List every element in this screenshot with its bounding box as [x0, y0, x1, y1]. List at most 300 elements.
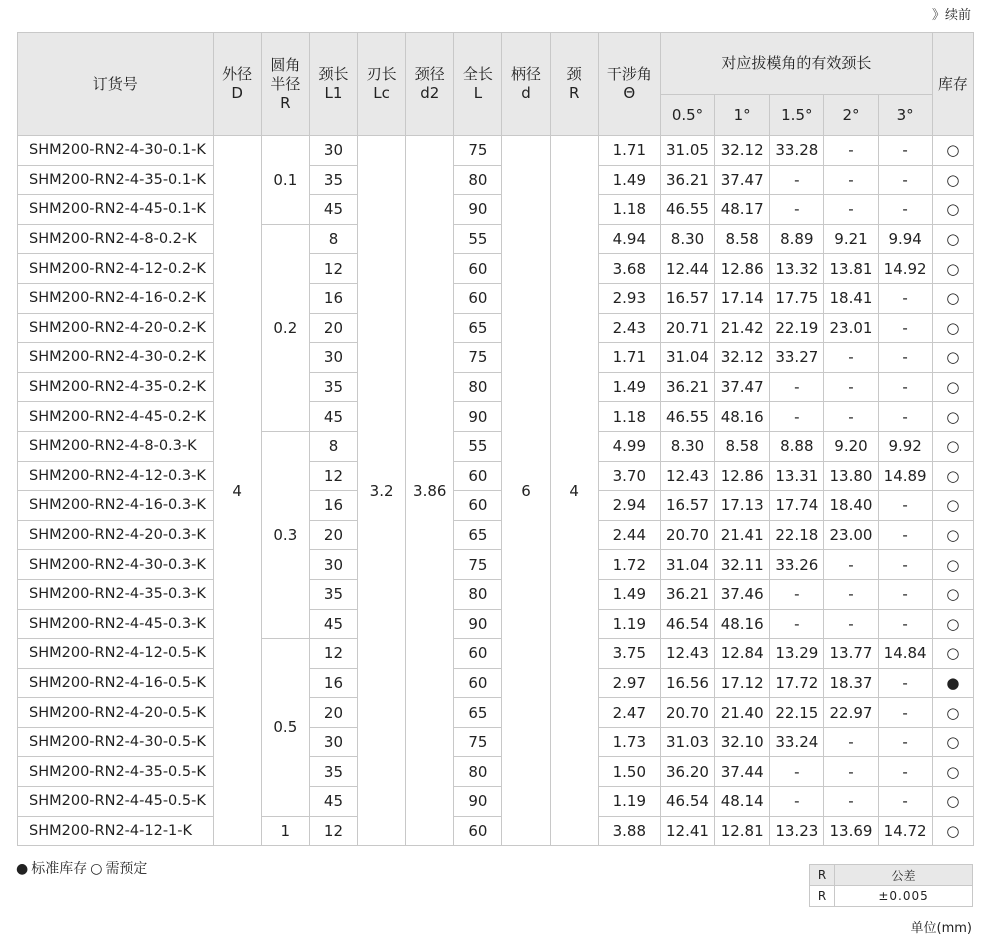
- overall-length-cell: 75: [454, 343, 502, 373]
- effective-length-cell: 17.12: [715, 668, 770, 698]
- effective-length-cell: 8.30: [660, 224, 714, 254]
- effective-length-cell: -: [878, 313, 932, 343]
- overall-length-cell: 80: [454, 165, 502, 195]
- neck-length-cell: 20: [309, 698, 357, 728]
- effective-length-cell: 46.55: [660, 402, 714, 432]
- stock-status-cell: ○: [932, 224, 973, 254]
- stock-status-cell: ○: [932, 757, 973, 787]
- effective-length-cell: 13.32: [770, 254, 824, 284]
- effective-length-cell: 17.13: [715, 491, 770, 521]
- header-neck-r: 颈 R: [550, 33, 598, 136]
- effective-length-cell: 12.44: [660, 254, 714, 284]
- overall-length-cell: 60: [454, 254, 502, 284]
- overall-length-cell: 60: [454, 491, 502, 521]
- effective-length-cell: -: [878, 165, 932, 195]
- order-code-cell: SHM200-RN2-4-12-0.2-K: [18, 254, 214, 284]
- neck-length-cell: 35: [309, 165, 357, 195]
- effective-length-cell: -: [824, 550, 878, 580]
- effective-length-cell: 17.14: [715, 283, 770, 313]
- overall-length-cell: 90: [454, 195, 502, 225]
- effective-length-cell: 22.18: [770, 520, 824, 550]
- overall-length-cell: 75: [454, 727, 502, 757]
- spec-table: [17, 32, 974, 846]
- effective-length-cell: -: [824, 609, 878, 639]
- neck-dia-cell: 3.86: [406, 136, 454, 846]
- shank-dia-cell: 6: [502, 136, 550, 846]
- effective-length-cell: 18.40: [824, 491, 878, 521]
- tolerance-row-label: R: [810, 886, 835, 907]
- continued-label: 》续前: [931, 8, 971, 23]
- table-body: [18, 136, 974, 846]
- effective-length-cell: 32.12: [715, 343, 770, 373]
- tolerance-header-value: 公差: [835, 865, 973, 886]
- effective-length-cell: 13.69: [824, 816, 878, 846]
- effective-length-cell: -: [824, 136, 878, 166]
- stock-status-cell: ○: [932, 402, 973, 432]
- effective-length-cell: 16.57: [660, 491, 714, 521]
- overall-length-cell: 55: [454, 431, 502, 461]
- interference-angle-cell: 1.18: [598, 195, 660, 225]
- effective-length-cell: 46.54: [660, 609, 714, 639]
- effective-length-cell: 33.24: [770, 727, 824, 757]
- overall-length-cell: 65: [454, 520, 502, 550]
- interference-angle-cell: 1.19: [598, 609, 660, 639]
- neck-length-cell: 35: [309, 757, 357, 787]
- interference-angle-cell: 1.71: [598, 136, 660, 166]
- order-code-cell: SHM200-RN2-4-8-0.3-K: [18, 431, 214, 461]
- overall-length-cell: 60: [454, 668, 502, 698]
- effective-length-cell: 12.86: [715, 461, 770, 491]
- order-code-cell: SHM200-RN2-4-30-0.3-K: [18, 550, 214, 580]
- effective-length-cell: 16.56: [660, 668, 714, 698]
- effective-length-cell: 33.26: [770, 550, 824, 580]
- effective-length-cell: -: [878, 372, 932, 402]
- tolerance-row-value: ±0.005: [835, 886, 973, 907]
- stock-status-cell: ○: [932, 343, 973, 373]
- neck-length-cell: 20: [309, 313, 357, 343]
- header-stock: 库存: [932, 33, 973, 136]
- effective-length-cell: -: [770, 402, 824, 432]
- order-required-symbol: ○: [90, 861, 103, 877]
- effective-length-cell: 32.11: [715, 550, 770, 580]
- effective-length-cell: 18.41: [824, 283, 878, 313]
- order-code-cell: SHM200-RN2-4-12-0.3-K: [18, 461, 214, 491]
- stock-status-cell: ●: [932, 668, 973, 698]
- order-code-cell: SHM200-RN2-4-45-0.1-K: [18, 195, 214, 225]
- overall-length-cell: 60: [454, 283, 502, 313]
- corner-r-cell: 0.5: [261, 639, 309, 817]
- stock-status-cell: ○: [932, 136, 973, 166]
- stock-status-cell: ○: [932, 550, 973, 580]
- order-code-cell: SHM200-RN2-4-45-0.2-K: [18, 402, 214, 432]
- header-angle-2: 2°: [824, 95, 878, 136]
- effective-length-cell: -: [824, 195, 878, 225]
- effective-length-cell: 48.14: [715, 787, 770, 817]
- table-row: [18, 491, 974, 521]
- effective-length-cell: -: [878, 520, 932, 550]
- effective-length-cell: 8.58: [715, 224, 770, 254]
- neck-r-cell: 4: [550, 136, 598, 846]
- effective-length-cell: 14.84: [878, 639, 932, 669]
- corner-r-cell: 0.3: [261, 431, 309, 638]
- header-overall-length: 全长 L: [454, 33, 502, 136]
- effective-length-cell: -: [770, 579, 824, 609]
- effective-length-cell: -: [878, 491, 932, 521]
- effective-length-cell: 37.44: [715, 757, 770, 787]
- effective-length-cell: 33.28: [770, 136, 824, 166]
- standard-stock-text: 标准库存: [31, 861, 88, 877]
- neck-length-cell: 35: [309, 372, 357, 402]
- effective-length-cell: 17.74: [770, 491, 824, 521]
- interference-angle-cell: 1.18: [598, 402, 660, 432]
- table-row: [18, 283, 974, 313]
- effective-length-cell: 12.86: [715, 254, 770, 284]
- effective-length-cell: 37.47: [715, 372, 770, 402]
- effective-length-cell: -: [824, 402, 878, 432]
- interference-angle-cell: 3.88: [598, 816, 660, 846]
- interference-angle-cell: 1.71: [598, 343, 660, 373]
- effective-length-cell: 9.21: [824, 224, 878, 254]
- neck-length-cell: 12: [309, 816, 357, 846]
- order-code-cell: SHM200-RN2-4-16-0.3-K: [18, 491, 214, 521]
- effective-length-cell: -: [878, 579, 932, 609]
- interference-angle-cell: 2.94: [598, 491, 660, 521]
- corner-r-cell: 1: [261, 816, 309, 846]
- stock-status-cell: ○: [932, 787, 973, 817]
- stock-status-cell: ○: [932, 195, 973, 225]
- effective-length-cell: 14.72: [878, 816, 932, 846]
- overall-length-cell: 65: [454, 313, 502, 343]
- neck-length-cell: 45: [309, 402, 357, 432]
- stock-status-cell: ○: [932, 372, 973, 402]
- header-neck-length: 颈长 L1: [309, 33, 357, 136]
- header-angle-1: 1°: [715, 95, 770, 136]
- effective-length-cell: 36.21: [660, 165, 714, 195]
- overall-length-cell: 90: [454, 402, 502, 432]
- effective-length-cell: 23.01: [824, 313, 878, 343]
- effective-length-cell: 12.81: [715, 816, 770, 846]
- effective-length-cell: 12.43: [660, 639, 714, 669]
- stock-status-cell: ○: [932, 579, 973, 609]
- header-corner-r: 圆角 半径 R: [261, 33, 309, 136]
- table-row: [18, 195, 974, 225]
- order-code-cell: SHM200-RN2-4-8-0.2-K: [18, 224, 214, 254]
- effective-length-cell: 9.20: [824, 431, 878, 461]
- order-code-cell: SHM200-RN2-4-45-0.5-K: [18, 787, 214, 817]
- neck-length-cell: 30: [309, 727, 357, 757]
- interference-angle-cell: 4.99: [598, 431, 660, 461]
- effective-length-cell: 13.80: [824, 461, 878, 491]
- effective-length-cell: -: [770, 787, 824, 817]
- order-required-text: 需预定: [105, 861, 148, 877]
- order-code-cell: SHM200-RN2-4-12-1-K: [18, 816, 214, 846]
- overall-length-cell: 60: [454, 639, 502, 669]
- table-row: [18, 431, 974, 461]
- effective-length-cell: 13.31: [770, 461, 824, 491]
- effective-length-cell: -: [770, 165, 824, 195]
- effective-length-cell: 37.46: [715, 579, 770, 609]
- effective-length-cell: 31.05: [660, 136, 714, 166]
- stock-legend: [16, 858, 150, 878]
- effective-length-cell: -: [824, 165, 878, 195]
- corner-r-cell: 0.2: [261, 224, 309, 431]
- table-row: [18, 461, 974, 491]
- interference-angle-cell: 2.93: [598, 283, 660, 313]
- effective-length-cell: 18.37: [824, 668, 878, 698]
- effective-length-cell: 12.43: [660, 461, 714, 491]
- overall-length-cell: 80: [454, 579, 502, 609]
- order-code-cell: SHM200-RN2-4-20-0.2-K: [18, 313, 214, 343]
- header-angle-1-5: 1.5°: [770, 95, 824, 136]
- effective-length-cell: -: [878, 136, 932, 166]
- stock-status-cell: ○: [932, 491, 973, 521]
- table-row: [18, 757, 974, 787]
- neck-length-cell: 8: [309, 224, 357, 254]
- stock-status-cell: ○: [932, 313, 973, 343]
- order-code-cell: SHM200-RN2-4-30-0.5-K: [18, 727, 214, 757]
- effective-length-cell: 31.04: [660, 550, 714, 580]
- effective-length-cell: 8.30: [660, 431, 714, 461]
- interference-angle-cell: 2.44: [598, 520, 660, 550]
- neck-length-cell: 8: [309, 431, 357, 461]
- neck-length-cell: 16: [309, 283, 357, 313]
- order-code-cell: SHM200-RN2-4-20-0.3-K: [18, 520, 214, 550]
- effective-length-cell: -: [770, 609, 824, 639]
- stock-status-cell: ○: [932, 461, 973, 491]
- overall-length-cell: 60: [454, 461, 502, 491]
- neck-length-cell: 16: [309, 491, 357, 521]
- standard-stock-symbol: ●: [16, 861, 29, 877]
- interference-angle-cell: 2.47: [598, 698, 660, 728]
- order-code-cell: SHM200-RN2-4-45-0.3-K: [18, 609, 214, 639]
- order-code-cell: SHM200-RN2-4-20-0.5-K: [18, 698, 214, 728]
- header-outer-dia: 外径 D: [213, 33, 261, 136]
- effective-length-cell: 22.19: [770, 313, 824, 343]
- neck-length-cell: 20: [309, 520, 357, 550]
- effective-length-cell: 36.20: [660, 757, 714, 787]
- effective-length-cell: 20.71: [660, 313, 714, 343]
- header-flute-length: 刃长 Lc: [358, 33, 406, 136]
- effective-length-cell: 32.12: [715, 136, 770, 166]
- effective-length-cell: 46.55: [660, 195, 714, 225]
- effective-length-cell: -: [878, 343, 932, 373]
- flute-length-cell: 3.2: [358, 136, 406, 846]
- effective-length-cell: -: [878, 195, 932, 225]
- order-code-cell: SHM200-RN2-4-35-0.5-K: [18, 757, 214, 787]
- effective-length-cell: 37.47: [715, 165, 770, 195]
- table-row: [18, 343, 974, 373]
- effective-length-cell: 36.21: [660, 372, 714, 402]
- table-row: [18, 372, 974, 402]
- order-code-cell: SHM200-RN2-4-35-0.3-K: [18, 579, 214, 609]
- effective-length-cell: -: [824, 372, 878, 402]
- effective-length-cell: 14.89: [878, 461, 932, 491]
- effective-length-cell: 31.04: [660, 343, 714, 373]
- effective-length-cell: -: [878, 402, 932, 432]
- overall-length-cell: 60: [454, 816, 502, 846]
- neck-length-cell: 30: [309, 136, 357, 166]
- corner-r-cell: 0.1: [261, 136, 309, 225]
- effective-length-cell: -: [878, 550, 932, 580]
- table-row: [18, 727, 974, 757]
- stock-status-cell: ○: [932, 283, 973, 313]
- stock-status-cell: ○: [932, 816, 973, 846]
- overall-length-cell: 80: [454, 757, 502, 787]
- overall-length-cell: 90: [454, 609, 502, 639]
- header-angle-0-5: 0.5°: [660, 95, 714, 136]
- table-row: [18, 579, 974, 609]
- unit-label: 单位(mm): [910, 921, 972, 936]
- header-effective-length-group: 对应拔模角的有效颈长: [660, 33, 932, 95]
- stock-status-cell: ○: [932, 639, 973, 669]
- effective-length-cell: 32.10: [715, 727, 770, 757]
- tolerance-table: [809, 864, 973, 907]
- effective-length-cell: -: [878, 698, 932, 728]
- order-code-cell: SHM200-RN2-4-16-0.2-K: [18, 283, 214, 313]
- table-row: [18, 520, 974, 550]
- effective-length-cell: 46.54: [660, 787, 714, 817]
- neck-length-cell: 30: [309, 343, 357, 373]
- order-code-cell: SHM200-RN2-4-30-0.2-K: [18, 343, 214, 373]
- effective-length-cell: 21.40: [715, 698, 770, 728]
- effective-length-cell: 14.92: [878, 254, 932, 284]
- effective-length-cell: -: [878, 727, 932, 757]
- interference-angle-cell: 3.70: [598, 461, 660, 491]
- effective-length-cell: 21.42: [715, 313, 770, 343]
- header-angle-3: 3°: [878, 95, 932, 136]
- tolerance-header-r: R: [810, 865, 835, 886]
- effective-length-cell: 9.92: [878, 431, 932, 461]
- effective-length-cell: -: [878, 757, 932, 787]
- interference-angle-cell: 2.97: [598, 668, 660, 698]
- effective-length-cell: 20.70: [660, 520, 714, 550]
- interference-angle-cell: 3.68: [598, 254, 660, 284]
- neck-length-cell: 12: [309, 639, 357, 669]
- effective-length-cell: 9.94: [878, 224, 932, 254]
- table-row: [18, 313, 974, 343]
- neck-length-cell: 12: [309, 461, 357, 491]
- interference-angle-cell: 1.73: [598, 727, 660, 757]
- effective-length-cell: 16.57: [660, 283, 714, 313]
- table-row: [18, 698, 974, 728]
- order-code-cell: SHM200-RN2-4-35-0.2-K: [18, 372, 214, 402]
- table-row: [18, 550, 974, 580]
- header-shank-dia: 柄径 d: [502, 33, 550, 136]
- order-code-cell: SHM200-RN2-4-30-0.1-K: [18, 136, 214, 166]
- header-order-no: 订货号: [18, 33, 214, 136]
- effective-length-cell: 13.23: [770, 816, 824, 846]
- effective-length-cell: -: [878, 609, 932, 639]
- effective-length-cell: -: [824, 787, 878, 817]
- effective-length-cell: 22.15: [770, 698, 824, 728]
- effective-length-cell: -: [824, 727, 878, 757]
- table-row: [18, 165, 974, 195]
- effective-length-cell: -: [770, 372, 824, 402]
- outer-dia-cell: 4: [213, 136, 261, 846]
- order-code-cell: SHM200-RN2-4-16-0.5-K: [18, 668, 214, 698]
- interference-angle-cell: 1.49: [598, 579, 660, 609]
- overall-length-cell: 90: [454, 787, 502, 817]
- table-row: [18, 136, 974, 166]
- neck-length-cell: 45: [309, 787, 357, 817]
- effective-length-cell: 31.03: [660, 727, 714, 757]
- table-row: [18, 224, 974, 254]
- neck-length-cell: 16: [309, 668, 357, 698]
- effective-length-cell: -: [824, 343, 878, 373]
- overall-length-cell: 75: [454, 550, 502, 580]
- interference-angle-cell: 1.72: [598, 550, 660, 580]
- overall-length-cell: 55: [454, 224, 502, 254]
- neck-length-cell: 35: [309, 579, 357, 609]
- table-row: [18, 609, 974, 639]
- stock-status-cell: ○: [932, 727, 973, 757]
- table-row: [18, 639, 974, 669]
- effective-length-cell: 33.27: [770, 343, 824, 373]
- effective-length-cell: 48.16: [715, 609, 770, 639]
- table-row: [18, 787, 974, 817]
- order-code-cell: SHM200-RN2-4-12-0.5-K: [18, 639, 214, 669]
- effective-length-cell: -: [878, 668, 932, 698]
- interference-angle-cell: 2.43: [598, 313, 660, 343]
- effective-length-cell: -: [824, 579, 878, 609]
- stock-status-cell: ○: [932, 698, 973, 728]
- table-row: [18, 668, 974, 698]
- interference-angle-cell: 3.75: [598, 639, 660, 669]
- stock-status-cell: ○: [932, 431, 973, 461]
- interference-angle-cell: 1.49: [598, 165, 660, 195]
- interference-angle-cell: 1.19: [598, 787, 660, 817]
- neck-length-cell: 45: [309, 609, 357, 639]
- order-code-cell: SHM200-RN2-4-35-0.1-K: [18, 165, 214, 195]
- effective-length-cell: 20.70: [660, 698, 714, 728]
- stock-status-cell: ○: [932, 165, 973, 195]
- effective-length-cell: 13.77: [824, 639, 878, 669]
- interference-angle-cell: 1.50: [598, 757, 660, 787]
- interference-angle-cell: 4.94: [598, 224, 660, 254]
- effective-length-cell: 12.84: [715, 639, 770, 669]
- overall-length-cell: 80: [454, 372, 502, 402]
- table-row: [18, 402, 974, 432]
- neck-length-cell: 12: [309, 254, 357, 284]
- effective-length-cell: 36.21: [660, 579, 714, 609]
- effective-length-cell: -: [824, 757, 878, 787]
- stock-status-cell: ○: [932, 520, 973, 550]
- neck-length-cell: 45: [309, 195, 357, 225]
- effective-length-cell: 48.16: [715, 402, 770, 432]
- table-row: [18, 816, 974, 846]
- effective-length-cell: 21.41: [715, 520, 770, 550]
- effective-length-cell: 13.81: [824, 254, 878, 284]
- neck-length-cell: 30: [309, 550, 357, 580]
- effective-length-cell: -: [770, 195, 824, 225]
- header-interference-angle: 干涉角 Θ: [598, 33, 660, 136]
- effective-length-cell: 22.97: [824, 698, 878, 728]
- interference-angle-cell: 1.49: [598, 372, 660, 402]
- effective-length-cell: -: [878, 787, 932, 817]
- effective-length-cell: -: [878, 283, 932, 313]
- effective-length-cell: 13.29: [770, 639, 824, 669]
- effective-length-cell: 8.88: [770, 431, 824, 461]
- effective-length-cell: 23.00: [824, 520, 878, 550]
- overall-length-cell: 75: [454, 136, 502, 166]
- header-neck-dia: 颈径 d2: [406, 33, 454, 136]
- overall-length-cell: 65: [454, 698, 502, 728]
- effective-length-cell: 17.75: [770, 283, 824, 313]
- stock-status-cell: ○: [932, 609, 973, 639]
- effective-length-cell: -: [770, 757, 824, 787]
- effective-length-cell: 12.41: [660, 816, 714, 846]
- effective-length-cell: 8.89: [770, 224, 824, 254]
